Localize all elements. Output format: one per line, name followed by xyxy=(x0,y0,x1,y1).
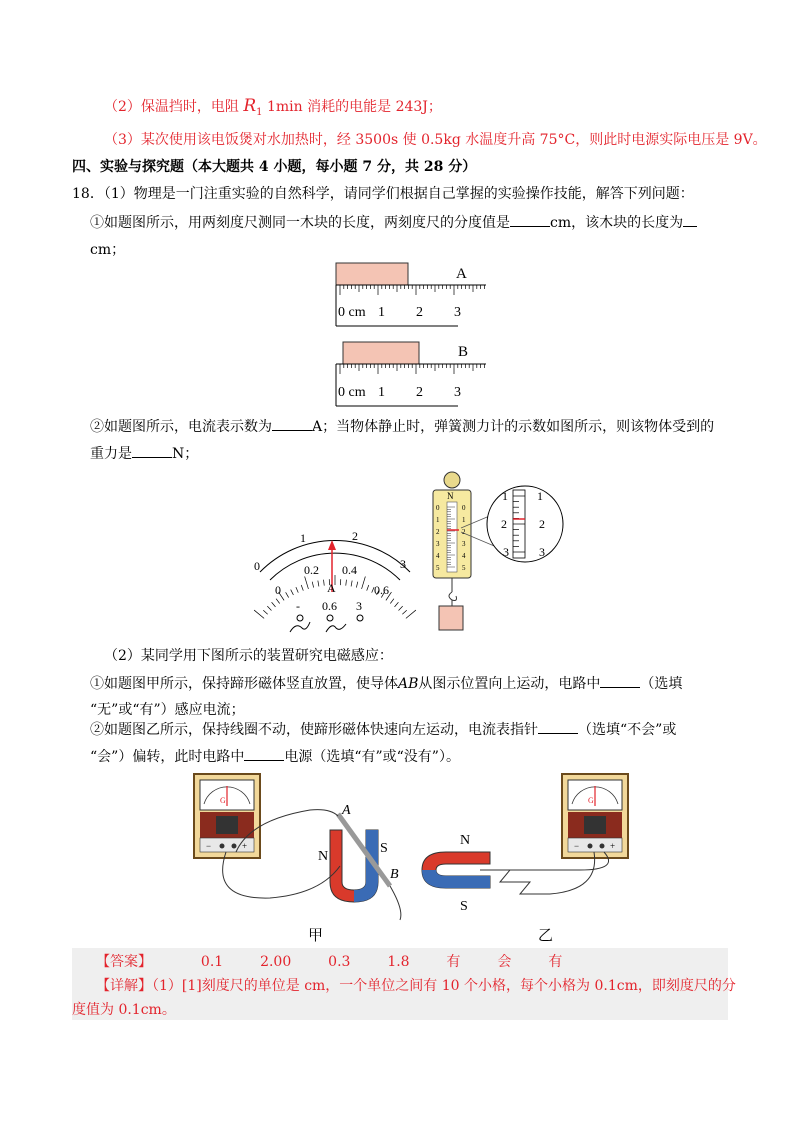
blank xyxy=(510,212,550,227)
detail-line-1 xyxy=(96,976,736,996)
var-r: R xyxy=(243,96,257,116)
ammeter-tick xyxy=(296,587,298,593)
scale-num: 2 xyxy=(462,528,466,536)
ammeter-tick xyxy=(272,602,276,607)
text: cm，该木块的长度为 xyxy=(550,215,684,231)
text: A；当物体静止时，弹簧测力计的示数如图所示，则该物体受到的 xyxy=(312,419,715,435)
part-2d xyxy=(90,746,460,767)
meter-coil xyxy=(584,816,606,834)
ammeter-tick xyxy=(367,585,369,591)
tick-label: 0 cm xyxy=(338,385,366,400)
ruler-a-label: A xyxy=(456,266,467,282)
text: （选填 xyxy=(640,676,683,692)
amm-top-label: 1 xyxy=(300,531,306,545)
detail-text: （1）[1]刻度尺的单位是 cm，一个单位之间有 10 个小格，每个小格为 0.1cm，即刻度尺的分 xyxy=(152,978,736,994)
answer-line-2 xyxy=(104,96,442,123)
ammeter-tick xyxy=(312,582,313,588)
ammeter-tick xyxy=(301,585,303,591)
scale-num: 0 xyxy=(436,504,440,512)
spring-scale-figure xyxy=(425,468,575,638)
meter-g-label: G xyxy=(588,796,594,805)
ammeter-tick xyxy=(324,580,325,586)
ruler-b-label: B xyxy=(458,344,469,360)
label-s: S xyxy=(460,899,468,914)
scale-num: 5 xyxy=(436,564,440,572)
zoom-num: 1 xyxy=(502,489,508,503)
terminal-minus: − xyxy=(206,841,212,851)
label-a: A xyxy=(342,803,351,818)
ruler-a-ticks xyxy=(340,285,484,295)
ammeter-tick xyxy=(362,576,366,588)
ammeter-figure xyxy=(250,522,420,637)
answer-value: 0.1 xyxy=(200,954,224,970)
text: 四、实验与探究题（本大题共 4 小题，每小题 7 分，共 28 分） xyxy=(72,159,477,175)
part-2 xyxy=(104,646,393,666)
meter-g-label: G xyxy=(220,796,226,805)
text: ②如题图乙所示，保持线圈不动，使蹄形磁体快速向左运动，电流表指针 xyxy=(90,722,538,738)
text: ①如题图甲所示，保持蹄形磁体竖直放置，使导体 xyxy=(90,676,398,692)
answer-value: 有 xyxy=(446,954,461,970)
question-2a xyxy=(90,416,714,437)
amm-bottom-label: 0.4 xyxy=(342,563,357,577)
needle-tip xyxy=(328,540,336,550)
terminal xyxy=(297,615,303,621)
terminal-label: 3 xyxy=(356,599,362,613)
meter-coil xyxy=(216,816,238,834)
text: （2）保温挡时，电阻 xyxy=(104,99,244,115)
terminal xyxy=(327,615,333,621)
detail-line-2 xyxy=(72,1000,176,1020)
tick-label: 0 cm xyxy=(338,305,366,320)
text: ②如题图所示，电流表示数为 xyxy=(90,419,272,435)
caption-right: 乙 xyxy=(538,928,554,944)
label-s: S xyxy=(380,841,388,856)
text: 电源（选填“有”或“没有”）。 xyxy=(284,749,460,765)
terminal xyxy=(600,844,605,849)
terminal-plus: + xyxy=(610,841,616,851)
question-1a xyxy=(90,212,697,233)
text: 1min 消耗的电能是 243J； xyxy=(262,99,442,115)
amm-top-label: 2 xyxy=(352,529,358,543)
zoom-num: 1 xyxy=(537,489,543,503)
part-2c xyxy=(90,719,676,740)
answer-value: 会 xyxy=(497,954,512,970)
tick-label: 1 xyxy=(378,305,385,320)
ammeter-unit: A xyxy=(327,581,336,595)
ruler-b xyxy=(336,342,486,406)
ammeter-tick xyxy=(395,602,399,607)
scale-ring xyxy=(444,472,460,488)
scale-num: 4 xyxy=(462,552,466,560)
terminal xyxy=(357,615,363,621)
zoom-num: 3 xyxy=(503,545,509,559)
wood-block-b xyxy=(343,342,419,364)
ammeter-tick xyxy=(305,576,309,588)
scale-hook xyxy=(449,592,457,601)
ammeter-tick xyxy=(390,599,394,604)
tick-label: 2 xyxy=(416,305,423,320)
blank xyxy=(683,212,697,227)
ammeter-tick xyxy=(318,581,319,587)
answer-value: 2.00 xyxy=(260,954,292,970)
tick-label: 2 xyxy=(416,385,423,400)
amm-bottom-label: 0.6 xyxy=(374,583,389,597)
amm-bottom-label: 0 xyxy=(275,583,281,597)
section-heading xyxy=(72,157,476,177)
ammeter-arc-outer xyxy=(260,540,410,572)
induction-figure xyxy=(190,770,640,948)
tick-label: 3 xyxy=(454,385,461,400)
blank xyxy=(600,673,640,688)
question-1a-cont xyxy=(90,240,125,260)
scale-num: 2 xyxy=(436,528,440,536)
terminal-minus: − xyxy=(574,841,580,851)
text: 从图示位置向上运动，电路中 xyxy=(418,676,601,692)
answer-value: 有 xyxy=(548,954,563,970)
text: “会”）偏转，此时电路中 xyxy=(90,749,245,765)
wood-block-a xyxy=(336,263,408,285)
ammeter-tick xyxy=(351,581,352,587)
horseshoe-magnet-left xyxy=(318,803,399,902)
ruler-a xyxy=(336,263,486,326)
label-n: N xyxy=(318,849,329,864)
question-18 xyxy=(72,184,694,204)
amm-top-label: 3 xyxy=(400,557,406,571)
scale-num: 5 xyxy=(462,564,466,572)
text: N； xyxy=(172,446,199,462)
zoom-num: 2 xyxy=(539,517,545,531)
horseshoe-magnet-right xyxy=(422,833,490,914)
text: 18．（1）物理是一门注重实验的自然科学，请同学们根据自己掌握的实验操作技能，解答下列问题： xyxy=(72,186,694,202)
question-2b xyxy=(90,443,198,464)
zoom-num: 2 xyxy=(501,517,507,531)
scale-slot xyxy=(447,502,457,572)
part-2a-cont xyxy=(90,700,245,720)
ruler-figure xyxy=(330,258,500,412)
answer-value: 1.8 xyxy=(387,954,410,970)
var-sub: 1 xyxy=(256,106,263,118)
detail-label: 【详解】 xyxy=(96,978,152,994)
answer-values xyxy=(96,952,562,972)
amm-top-label: 0 xyxy=(254,559,260,573)
terminal-label: 0.6 xyxy=(322,599,337,613)
blank xyxy=(272,416,312,431)
scale-num: 4 xyxy=(436,552,440,560)
galvanometer-left xyxy=(194,774,260,858)
conductor-ab: AB xyxy=(398,676,419,692)
text: ①如题图所示，用两刻度尺测同一木块的长度，两刻度尺的分度值是 xyxy=(90,215,510,231)
answer-label: 【答案】 xyxy=(96,954,152,970)
ammeter-tick xyxy=(406,610,416,618)
ammeter-tick xyxy=(402,610,406,614)
scale-unit: N xyxy=(447,491,454,501)
terminal xyxy=(588,844,593,849)
blank xyxy=(244,746,284,761)
blank xyxy=(132,443,172,458)
ammeter-tick xyxy=(267,606,271,610)
scale-num: 0 xyxy=(462,504,466,512)
terminal xyxy=(232,844,237,849)
text: cm； xyxy=(90,242,126,258)
text: （2）某同学用下图所示的装置研究电磁感应： xyxy=(104,648,393,664)
wire xyxy=(326,624,346,632)
scale-num: 3 xyxy=(462,540,466,548)
ammeter-tick xyxy=(254,610,264,618)
blank xyxy=(538,719,578,734)
terminal xyxy=(220,844,225,849)
text: 重力是 xyxy=(90,446,132,462)
ammeter-tick xyxy=(263,610,267,614)
text: （选填“不会”或 xyxy=(578,722,677,738)
terminal-label: - xyxy=(296,599,300,613)
ammeter-tick xyxy=(399,606,403,610)
label-n: N xyxy=(460,833,471,848)
scale-num: 1 xyxy=(436,516,440,524)
wire xyxy=(290,622,310,632)
ammeter-tick xyxy=(346,580,347,586)
wire xyxy=(390,886,401,920)
ammeter-tick xyxy=(286,592,289,597)
ammeter-tick xyxy=(356,582,357,588)
ammeter-tick xyxy=(291,590,294,595)
amm-bottom-label: 0.2 xyxy=(304,563,319,577)
scale-num: 1 xyxy=(462,516,466,524)
galvanometer-right xyxy=(562,774,628,858)
text: （3）某次使用该电饭煲对水加热时，经 3500s 使 0.5kg 水温度升高 75°C，则此时电源实际电压是 9V。 xyxy=(104,132,767,148)
detail-text: 度值为 0.1cm。 xyxy=(72,1002,176,1018)
magnet-s-half xyxy=(422,870,490,888)
hanging-weight xyxy=(439,606,463,630)
answer-line-3 xyxy=(104,130,767,150)
caption-left: 甲 xyxy=(308,928,324,944)
text: “无”或“有”）感应电流； xyxy=(90,702,245,718)
answer-value: 0.3 xyxy=(328,954,351,970)
zoom-num: 3 xyxy=(539,545,545,559)
scale-num: 3 xyxy=(436,540,440,548)
terminal-plus: + xyxy=(242,841,248,851)
ammeter-tick xyxy=(276,599,280,604)
ruler-b-ticks xyxy=(340,364,484,374)
label-b: B xyxy=(390,867,399,882)
tick-label: 1 xyxy=(378,385,385,400)
part-2a xyxy=(90,673,682,694)
tick-label: 3 xyxy=(454,305,461,320)
